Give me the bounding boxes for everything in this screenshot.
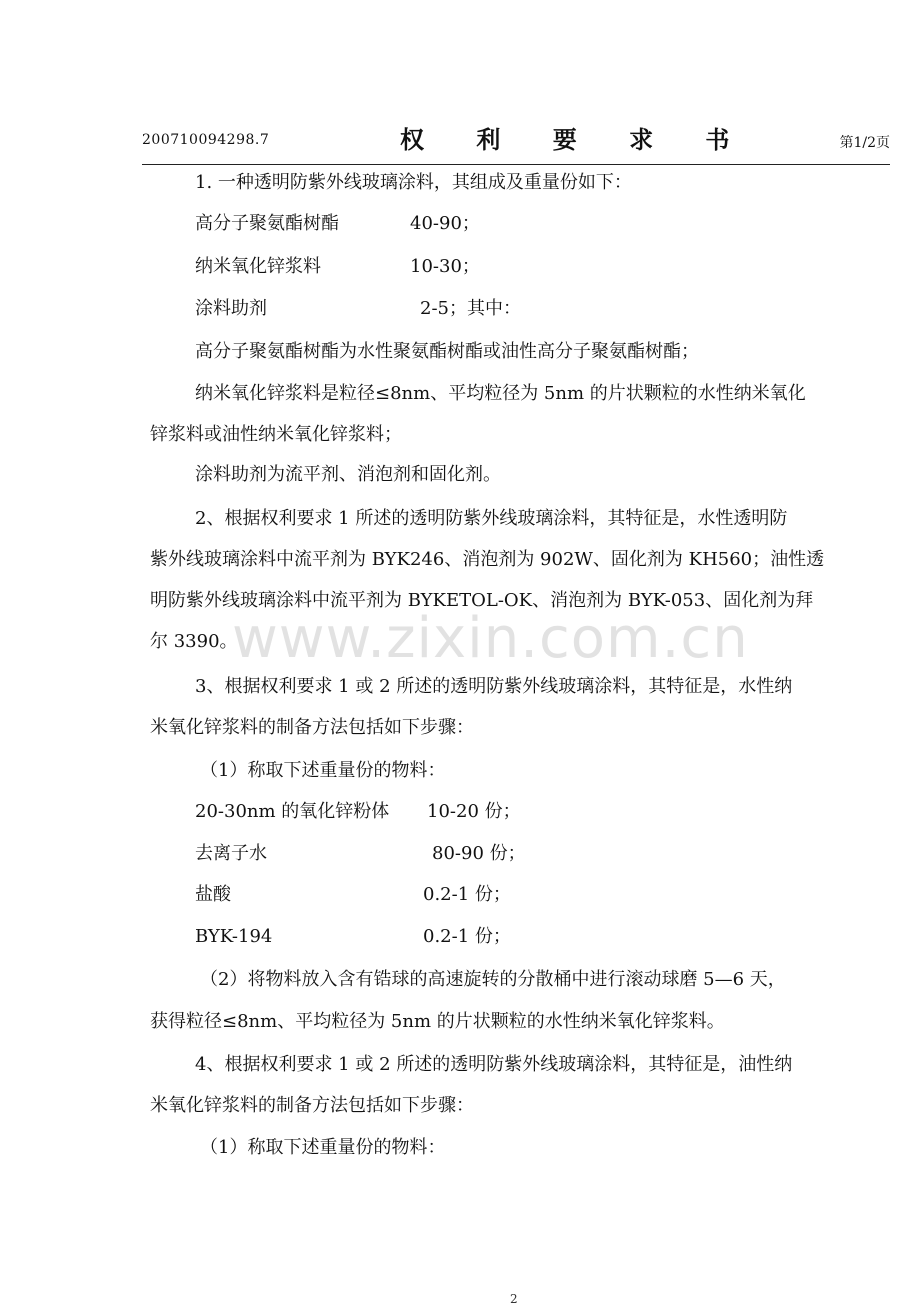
claim-3-line-2: 米氧化锌浆料的制备方法包括如下步骤： [150, 717, 474, 738]
material-value: 0.2-1 份； [423, 926, 511, 947]
claim-3-material-3 [195, 884, 511, 906]
material-value: 80-90 份； [432, 843, 526, 864]
material-value: 0.2-1 份； [423, 884, 511, 905]
claim-4-step-1: （1）称取下述重量份的物料： [200, 1137, 446, 1158]
claim-1-definition-2-line-2: 锌浆料或油性纳米氧化锌浆料； [150, 424, 402, 445]
material-name: BYK-194 [195, 926, 273, 947]
claim-2-line-3: 明防紫外线玻璃涂料中流平剂为 BYKETOL-OK、消泡剂为 BYK-053、固化剂为拜 [150, 590, 814, 611]
document-header [142, 118, 890, 162]
claim-2-line-2: 紫外线玻璃涂料中流平剂为 BYK246、消泡剂为 902W、固化剂为 KH560；油性透 [150, 549, 825, 570]
item-name: 高分子聚氨酯树酯 [195, 213, 339, 234]
footer-page-mark: 2 [510, 1292, 518, 1306]
claim-3-step-2-line-1: （2）将物料放入含有锆球的高速旋转的分散桶中进行滚动球磨 5—6 天， [200, 969, 786, 990]
claim-4-line-2: 米氧化锌浆料的制备方法包括如下步骤： [150, 1095, 474, 1116]
claim-1-item-1 [195, 213, 480, 235]
item-value: 10-30； [410, 256, 480, 277]
material-name: 盐酸 [195, 884, 231, 905]
claim-1-definition-1: 高分子聚氨酯树酯为水性聚氨酯树酯或油性高分子聚氨酯树酯； [195, 341, 699, 362]
claim-2-line-4: 尔 3390。 [150, 631, 238, 652]
claim-1-item-2 [195, 256, 480, 278]
page-title: 权 利 要 求 书 [400, 125, 752, 154]
claim-3-step-2-line-2: 获得粒径≤8nm、平均粒径为 5nm 的片状颗粒的水性纳米氧化锌浆料。 [150, 1011, 725, 1032]
material-name: 去离子水 [195, 843, 267, 864]
material-name: 20-30nm 的氧化锌粉体 [195, 801, 390, 822]
claim-3-material-2 [195, 843, 526, 865]
claim-4-line-1: 4、根据权利要求 1 或 2 所述的透明防紫外线玻璃涂料，其特征是，油性纳 [195, 1054, 793, 1075]
claim-3-step-1: （1）称取下述重量份的物料： [200, 760, 446, 781]
item-name: 纳米氧化锌浆料 [195, 256, 321, 277]
item-value: 2-5；其中： [420, 298, 521, 319]
item-name: 涂料助剂 [195, 298, 267, 319]
claim-1-intro: 1. 一种透明防紫外线玻璃涂料，其组成及重量份如下： [195, 172, 632, 193]
item-value: 40-90； [410, 213, 480, 234]
claim-3-material-4 [195, 926, 511, 948]
claim-1-definition-2-line-1: 纳米氧化锌浆料是粒径≤8nm、平均粒径为 5nm 的片状颗粒的水性纳米氧化 [195, 383, 806, 404]
material-value: 10-20 份； [427, 801, 521, 822]
page-number: 第1/2页 [839, 135, 890, 151]
application-number: 200710094298.7 [142, 132, 270, 148]
claim-3-material-1 [195, 801, 521, 823]
header-divider [142, 164, 890, 165]
claim-3-line-1: 3、根据权利要求 1 或 2 所述的透明防紫外线玻璃涂料，其特征是，水性纳 [195, 676, 793, 697]
claim-2-line-1: 2、根据权利要求 1 所述的透明防紫外线玻璃涂料，其特征是，水性透明防 [195, 508, 788, 529]
claim-1-item-3 [195, 298, 521, 320]
claim-1-definition-3: 涂料助剂为流平剂、消泡剂和固化剂。 [195, 464, 501, 485]
watermark: www.zixin.com.cn [232, 606, 749, 671]
